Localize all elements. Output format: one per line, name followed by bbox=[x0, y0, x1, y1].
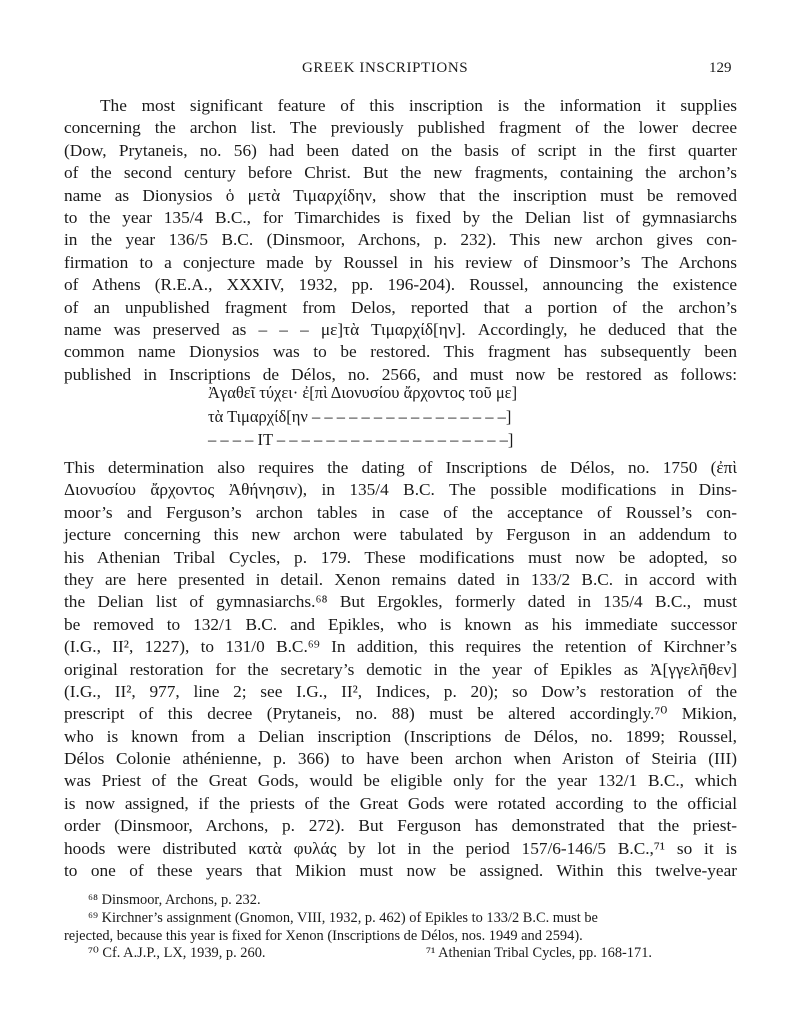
text-line: was Priest of the Great Gods, would be eligible only for the year 132/1 B.C., which bbox=[64, 771, 737, 791]
text-line: the Delian list of gymnasiarchs.⁶⁸ But Ergokles, formerly dated in 135/4 B.C., must bbox=[64, 592, 737, 612]
text-line: order (Dinsmoor, Archons, p. 272). But Ferguson has demonstrated that the priest- bbox=[64, 816, 737, 836]
text-line: prescript of this decree (Prytaneis, no. 88) must be altered accordingly.⁷⁰ Mikion, bbox=[64, 704, 737, 724]
text-line: of an unpublished fragment from Delos, reported that a portion of the archon’s bbox=[64, 297, 737, 317]
page-number: 129 bbox=[709, 60, 732, 76]
text-line: who is known from a Delian inscription (Inscriptions de Délos, no. 1899; Roussel, bbox=[64, 726, 737, 746]
text-line: to one of these years that Mikion must now be assigned. Within this twelve-year bbox=[64, 861, 737, 881]
text-line: This determination also requires the dating of Inscriptions de Délos, no. 1750 (ἐπὶ bbox=[64, 458, 737, 477]
text-line: (I.G., II², 1227), to 131/0 B.C.⁶⁹ In addition, this requires the retention of Kirchner’s bbox=[64, 637, 737, 657]
footnote-71: ⁷¹ Athenian Tribal Cycles, pp. 168-171. bbox=[426, 945, 652, 961]
text-line: (Dow, Prytaneis, no. 56) had been dated on the basis of script in the first quarter bbox=[64, 140, 737, 160]
inscription-line: Ἀγαθεῖ τύχει· ἐ[πὶ Διονυσίου ἄρχοντος τοῦ με] bbox=[208, 383, 518, 402]
inscription-line: τὰ Τιμαρχίδ[ην – – – – – – – – – – – – – – – –] bbox=[208, 406, 512, 426]
text-line: to the year 135/4 B.C., for Timarchides is fixed by the Delian list of gymnasiarchs bbox=[64, 207, 737, 227]
text-line: firmation to a conjecture made by Roussel in his review of Dinsmoor’s The Archons bbox=[64, 252, 737, 272]
text-line: hoods were distributed κατὰ φυλάς by lot in the period 157/6-146/5 B.C.,⁷¹ so it is bbox=[64, 838, 737, 858]
text-line: in the year 136/5 B.C. (Dinsmoor, Archons, p. 232). This new archon gives con- bbox=[64, 230, 737, 250]
running-title: GREEK INSCRIPTIONS bbox=[302, 60, 469, 76]
footnote-69-line-1: ⁶⁹ Kirchner’s assignment (Gnomon, VIII, 1932, p. 462) of Epikles to 133/2 B.C. must be bbox=[88, 910, 598, 926]
text-line: is now assigned, if the priests of the Great Gods were rotated according to the official bbox=[64, 793, 737, 813]
text-line: name as Dionysios ὁ μετὰ Τιμαρχίδην, show that the inscription must be removed bbox=[64, 185, 737, 205]
text-line: The most significant feature of this inscription is the information it supplies bbox=[100, 96, 737, 115]
text-line: name was preserved as – – – με]τὰ Τιμαρχίδ[ην]. Accordingly, he deduced that the bbox=[64, 319, 737, 339]
footnote-68: ⁶⁸ Dinsmoor, Archons, p. 232. bbox=[88, 892, 261, 908]
text-line: (I.G., II², 977, line 2; see I.G., II², Indices, p. 20); so Dow’s restoration of the bbox=[64, 681, 737, 701]
text-line: moor’s and Ferguson’s archon tables in case of the acceptance of Roussel’s con- bbox=[64, 502, 737, 522]
inscription-line: – – – – IT – – – – – – – – – – – – – – – – – – –] bbox=[208, 430, 514, 449]
footnote-69-line-2: rejected, because this year is fixed for Xenon (Inscriptions de Délos, nos. 1949 and 2594). bbox=[64, 928, 583, 944]
paragraph-1 bbox=[64, 95, 737, 386]
footnote-70: ⁷⁰ Cf. A.J.P., LX, 1939, p. 260. bbox=[88, 945, 266, 961]
text-line: they are here presented in detail. Xenon remains dated in 133/2 B.C. in accord with bbox=[64, 569, 737, 589]
text-line: published in Inscriptions de Délos, no. 2566, and must now be restored as follows: bbox=[64, 364, 737, 384]
text-line: original restoration for the secretary’s demotic in the year of Epikles as Ἀ[γγελῆθεν] bbox=[64, 659, 737, 679]
text-line: jecture concerning this new archon were tabulated by Ferguson in an addendum to bbox=[64, 525, 737, 545]
text-line: concerning the archon list. The previously published fragment of the lower decree bbox=[64, 118, 737, 138]
text-line: of Athens (R.E.A., XXXIV, 1932, pp. 196-204). Roussel, announcing the existence bbox=[64, 275, 737, 295]
text-line: be removed to 132/1 B.C. and Epikles, who is known as his immediate successor bbox=[64, 614, 737, 634]
running-header bbox=[0, 60, 792, 82]
paragraph-2 bbox=[64, 457, 737, 882]
text-line: his Athenian Tribal Cycles, p. 179. These modifications must now be adopted, so bbox=[64, 547, 737, 567]
inscription-block bbox=[208, 381, 588, 452]
text-line: Délos Colonie athénienne, p. 366) to have been archon when Ariston of Steiria (III) bbox=[64, 749, 737, 769]
text-line: of the second century before Christ. But the new fragments, containing the archon’s bbox=[64, 163, 737, 183]
text-line: common name Dionysios was to be restored. This fragment has subsequently been bbox=[64, 342, 737, 362]
text-line: Διονυσίου ἄρχοντος Ἀθήνησιν), in 135/4 B.C. The possible modifications in Dins- bbox=[64, 480, 737, 500]
